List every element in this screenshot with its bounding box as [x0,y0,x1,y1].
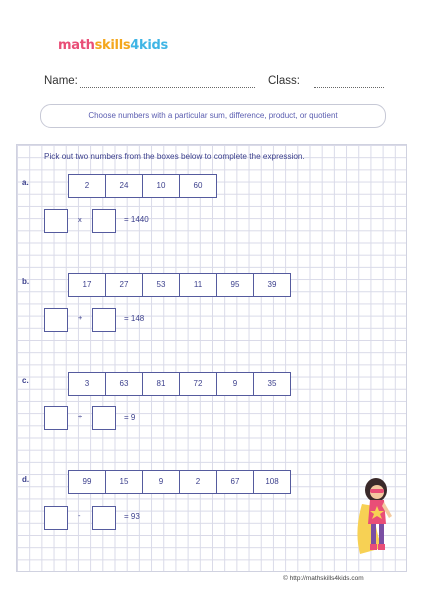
result-d: = 93 [124,512,140,521]
number-cell[interactable]: 10 [143,175,180,197]
number-cell[interactable]: 63 [106,373,143,395]
site-logo: mathskills4kids [58,38,168,53]
result-a: = 1440 [124,215,149,224]
number-cell[interactable]: 72 [180,373,217,395]
answer-box-b2[interactable] [92,308,116,332]
result-c: = 9 [124,413,136,422]
number-cell[interactable]: 35 [267,379,277,388]
question-b-label: b. [22,277,30,286]
answer-box-d2[interactable] [92,506,116,530]
answer-box-a2[interactable] [92,209,116,233]
question-a-label: a. [22,178,29,187]
result-b: = 148 [124,314,145,323]
number-cell[interactable]: 95 [217,274,254,296]
name-label: Name: [44,75,78,87]
operator-c: ÷ [78,412,83,421]
operator-b: + [78,313,83,322]
number-cell[interactable]: 27 [106,274,143,296]
number-cell[interactable]: 81 [143,373,180,395]
number-cell[interactable]: 108 [265,477,279,486]
graph-paper-background [16,144,407,572]
number-cell[interactable]: 3 [69,373,106,395]
answer-box-b1[interactable] [44,308,68,332]
name-field-line[interactable] [80,87,255,88]
worksheet-title-banner: Choose numbers with a particular sum, difference, product, or quotient [40,104,386,128]
question-d-number-boxes [68,470,291,494]
operator-d: - [78,511,81,520]
question-d-label: d. [22,475,30,484]
instruction-text: Pick out two numbers from the boxes below to complete the expression. [44,152,305,161]
number-cell[interactable]: 2 [69,175,106,197]
number-cell[interactable]: 2 [180,471,217,493]
number-cell[interactable]: 17 [69,274,106,296]
superhero-girl-illustration [352,476,402,558]
number-cell[interactable]: 53 [143,274,180,296]
answer-box-d1[interactable] [44,506,68,530]
answer-box-c2[interactable] [92,406,116,430]
question-a-number-boxes [68,174,217,198]
number-cell[interactable]: 99 [69,471,106,493]
class-label: Class: [268,75,300,87]
number-cell[interactable]: 9 [143,471,180,493]
answer-box-a1[interactable] [44,209,68,233]
number-cell[interactable]: 67 [217,471,254,493]
question-b-number-boxes [68,273,291,297]
number-cell[interactable]: 39 [267,280,277,289]
number-cell[interactable]: 11 [180,274,217,296]
answer-box-c1[interactable] [44,406,68,430]
question-c-label: c. [22,376,29,385]
operator-a: x [78,215,82,224]
number-cell[interactable]: 9 [217,373,254,395]
number-cell[interactable]: 24 [106,175,143,197]
footer-copyright: © http://mathskills4kids.com [283,575,364,582]
number-cell[interactable]: 15 [106,471,143,493]
class-field-line[interactable] [314,87,384,88]
number-cell[interactable]: 60 [193,181,203,190]
question-c-number-boxes [68,372,291,396]
